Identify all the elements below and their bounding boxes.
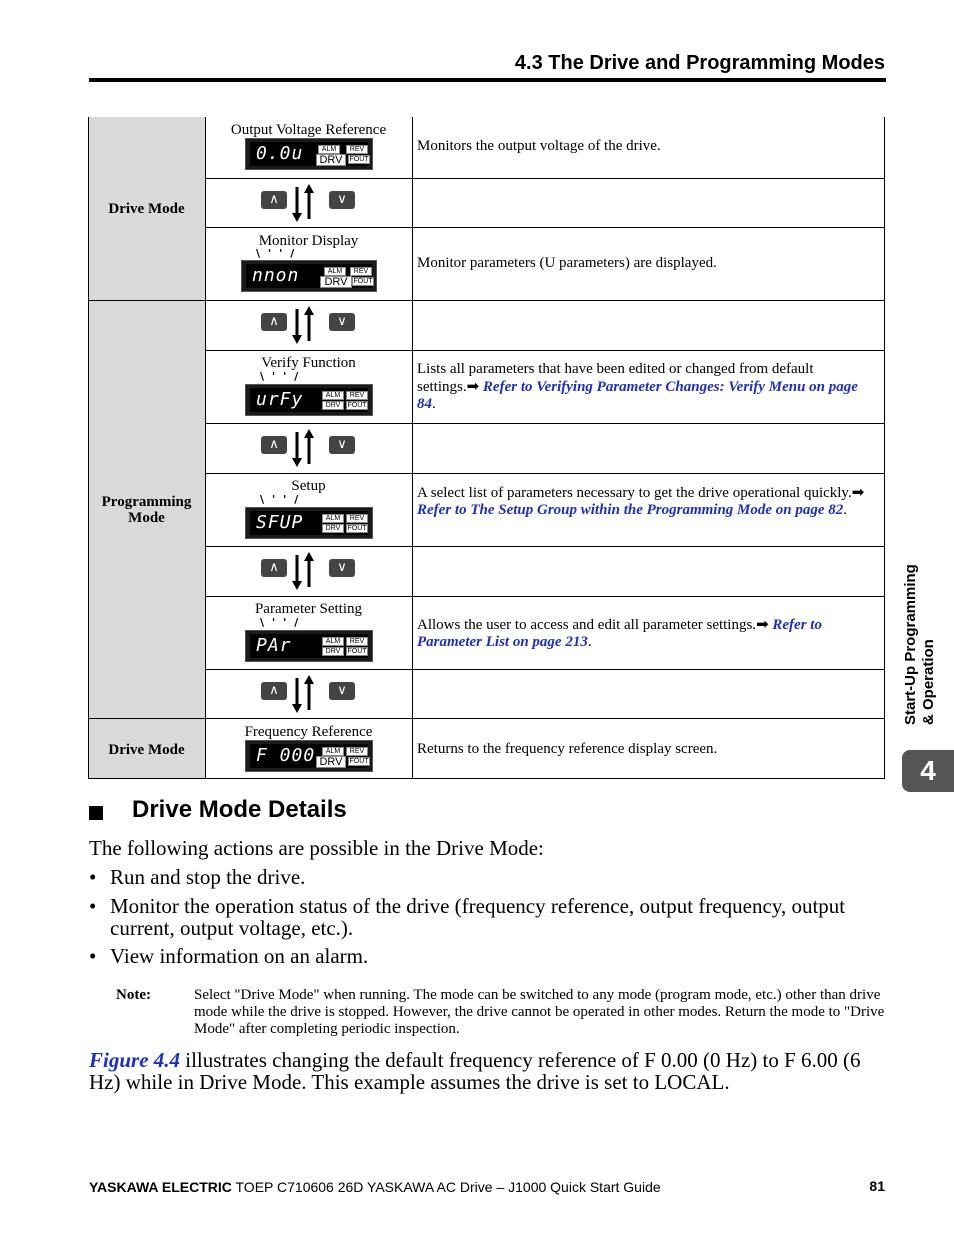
description-text: Returns to the frequency reference display screen. [417,741,718,757]
down-key-icon: ∨ [329,191,355,209]
up-down-arrows-icon [291,305,315,345]
lcd-text: F 000 [256,745,316,766]
figure-paragraph-text: illustrates changing the default frequency reference of F 0.00 (0 Hz) to F 6.00 (6 Hz) while in Drive Mode. This example assumes the drive is set to LOCAL. [89,1048,861,1094]
row-description [417,361,872,413]
cross-reference-link[interactable]: Refer to The Setup Group within the Programming Mode on page 82 [417,502,844,518]
drv-indicator: DRV [322,401,344,410]
down-key-icon: ∨ [329,682,355,700]
display-label: Frequency Reference [244,724,373,740]
note-label: Note: [116,987,151,1003]
lcd-display [241,260,377,292]
rev-indicator: REV [346,145,368,154]
description-text: Allows the user to access and edit all parameter settings. [417,617,757,633]
row-description [417,741,872,758]
lcd-display [245,740,373,772]
row-line [205,546,885,547]
fout-indicator: FOUT [347,402,367,409]
up-down-arrows-icon [291,551,315,591]
down-key-icon: ∨ [329,313,355,331]
table-border-bottom [88,778,885,779]
alm-indicator: ALM [322,391,344,400]
row-line [88,300,885,301]
fout-indicator: FOUT [347,648,367,655]
cross-reference-link[interactable]: Refer to Verifying Parameter Changes: Verify Menu on page 84 [417,379,858,412]
bullet-dot-icon: • [89,894,97,918]
section-header-title: 4.3 The Drive and Programming Modes [514,52,885,74]
up-key-icon: ∧ [261,682,287,700]
period: . [587,634,592,650]
drv-indicator: DRV [320,276,352,288]
section-heading: Drive Mode Details [132,796,347,823]
chapter-side-label [902,525,938,725]
row-line [205,350,885,351]
period: . [432,396,436,412]
lcd-text: urFy [256,389,304,410]
list-item-text: Run and stop the drive. [110,865,306,889]
fout-indicator: FOUT [353,278,373,285]
row-description [417,255,872,272]
lcd-display [245,507,373,539]
period: . [843,502,848,518]
row-description [417,138,872,155]
blink-rays-icon: \ ' ' / [256,247,297,260]
section-bullet-icon [89,806,103,820]
alm-indicator: ALM [322,637,344,646]
lcd-display [245,138,373,170]
fout-indicator: FOUT [347,525,367,532]
description-text: Monitor parameters (U parameters) are displayed. [417,255,717,271]
description-text: Monitors the output voltage of the drive. [417,138,661,154]
row-line [88,718,885,719]
rev-indicator: REV [346,747,368,756]
fout-indicator: FOUT [349,758,369,765]
lcd-text: nnon [252,265,300,286]
display-label: Verify Function [261,355,356,371]
up-down-arrows-icon [291,674,315,714]
description-text: A select list of parameters necessary to get the drive operational quickly. [417,485,852,501]
bullet-dot-icon: • [89,865,97,889]
rev-indicator: REV [350,267,372,276]
row-line [205,669,885,670]
programming-mode-label: Programming Mode [101,494,192,526]
drv-indicator: DRV [322,524,344,533]
arrow-right-icon: ➡ [851,483,865,501]
footer-company: YASKAWA ELECTRIC [89,1179,232,1195]
chapter-tab[interactable]: 4 [902,750,954,792]
mode-table [88,117,885,779]
figure-link[interactable]: Figure 4.4 [89,1048,181,1072]
fout-indicator: FOUT [349,156,369,163]
page-number: 81 [869,1178,885,1194]
row-description [417,484,872,519]
drive-mode-label: Drive Mode [108,201,185,217]
rev-indicator: REV [346,637,368,646]
description-text: Lists all parameters that have been edited or changed from default settings. [417,361,814,395]
alm-indicator: ALM [324,267,346,276]
lcd-text: 0.0u [256,143,304,164]
row-line [205,423,885,424]
arrow-right-icon: ➡ [466,377,480,395]
display-label: Setup [291,478,326,494]
lcd-display [245,384,373,416]
footer-document: TOEP C710606 26D YASKAWA AC Drive – J1000 Quick Start Guide [231,1179,661,1195]
table-divider-1 [205,117,206,779]
side-label-line-1: Start-Up Programming [902,564,919,725]
down-key-icon: ∨ [329,559,355,577]
row-description [417,616,872,651]
drive-mode-label-bottom: Drive Mode [108,742,185,758]
up-key-icon: ∧ [261,313,287,331]
down-key-icon: ∨ [329,436,355,454]
table-divider-2 [412,117,413,779]
lcd-text: PAr [256,635,292,656]
list-item-text: View information on an alarm. [110,944,369,968]
intro-paragraph: The following actions are possible in the Drive Mode: [89,836,544,860]
table-border-right [884,117,885,779]
drv-indicator: DRV [322,647,344,656]
alm-indicator: ALM [318,145,340,154]
row-line [205,178,885,179]
row-line [205,227,885,228]
up-down-arrows-icon [291,183,315,223]
list-item-text: Monitor the operation status of the drive (frequency reference, output frequency, output current, output voltage, etc.). [110,894,846,940]
rev-indicator: REV [346,514,368,523]
blink-rays-icon: \ ' ' / [260,616,301,629]
drv-indicator: DRV [316,756,346,768]
drv-indicator: DRV [316,154,346,166]
side-label-line-2: & Operation [920,639,937,725]
blink-rays-icon: \ ' ' / [260,370,301,383]
figure-paragraph [89,1049,889,1093]
lcd-display [245,630,373,662]
note-text: Select "Drive Mode" when running. The mode can be switched to any mode (program mode, etc.) other than drive mode while the drive is stopped. However, the drive cannot be operated in other modes. Return the mode to "Drive Mode" after completing periodic inspection. [194,987,885,1037]
arrow-right-icon: ➡ [756,615,769,633]
row-line [205,473,885,474]
bullet-dot-icon: • [89,944,97,968]
up-key-icon: ∧ [261,191,287,209]
footer-text [89,1179,661,1195]
alm-indicator: ALM [322,747,344,756]
alm-indicator: ALM [322,514,344,523]
up-down-arrows-icon [291,428,315,468]
blink-rays-icon: \ ' ' / [260,493,301,506]
up-key-icon: ∧ [261,559,287,577]
display-label: Monitor Display [258,233,359,249]
display-label: Output Voltage Reference [230,122,387,138]
display-label: Parameter Setting [254,601,363,617]
rev-indicator: REV [346,391,368,400]
header-rule [89,78,886,82]
up-key-icon: ∧ [261,436,287,454]
cross-reference-link[interactable]: Refer to Parameter List on page 213 [417,617,822,650]
lcd-text: SFUP [256,512,304,533]
row-line [205,596,885,597]
